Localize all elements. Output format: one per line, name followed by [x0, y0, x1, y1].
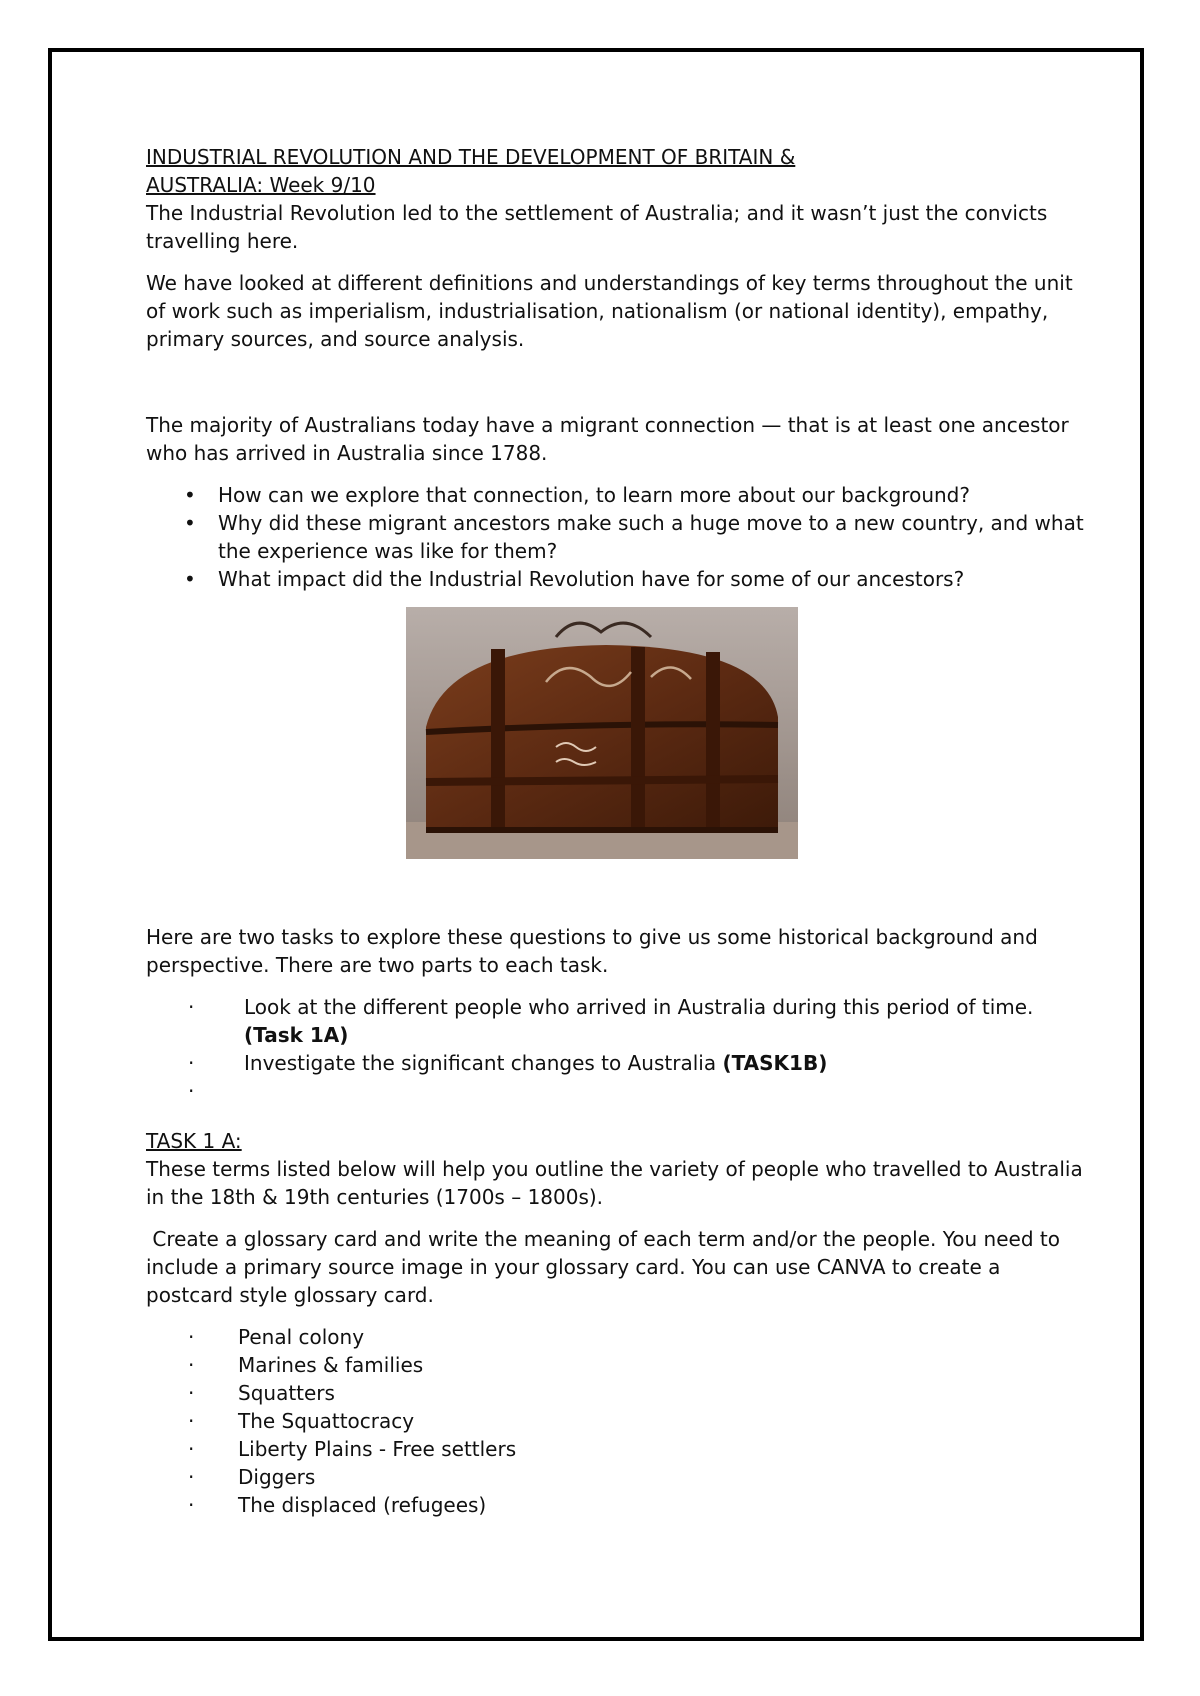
key-terms-paragraph: We have looked at different definitions and understandings of key terms throughout the unit of work such as imperialism, industrialisation, nationalism (or national identity), empathy, primary sources, and source analysis.	[146, 271, 1073, 351]
question-item: • How can we explore that connection, to learn more about our background?	[146, 481, 1086, 509]
term-item: · Liberty Plains - Free settlers	[146, 1435, 1086, 1463]
term-item: · Penal colony	[146, 1323, 1086, 1351]
document-body	[146, 143, 1086, 1519]
migrant-connection-paragraph: The majority of Australians today have a migrant connection — that is at least one ancestor who has arrived in Australia since 1788.	[146, 413, 1069, 465]
task-item	[146, 1077, 1086, 1105]
task-code: (TASK1B)	[722, 1051, 828, 1075]
glossary-instructions-paragraph: Create a glossary card and write the meaning of each term and/or the people. You need to include a primary source image in your glossary card. You can use CANVA to create a postcard style glossary card.	[146, 1227, 1067, 1307]
task-code: (Task 1A)	[244, 1023, 349, 1047]
terms-list	[146, 1323, 1086, 1519]
term-item: · The Squattocracy	[146, 1407, 1086, 1435]
terms-intro-paragraph: These terms listed below will help you outline the variety of people who travelled to Australia in the 18th & 19th centuries (1700s – 1800s).	[146, 1157, 1083, 1209]
question-list	[146, 481, 1086, 593]
task-1a-heading: TASK 1 A:	[146, 1129, 242, 1153]
tasks-intro-paragraph: Here are two tasks to explore these questions to give us some historical background and perspective. There are two parts to each task.	[146, 925, 1038, 977]
question-item: • What impact did the Industrial Revolution have for some of our ancestors?	[146, 565, 1086, 593]
title-line-1: INDUSTRIAL REVOLUTION AND THE DEVELOPMENT OF BRITAIN &	[146, 145, 796, 169]
term-item: · Diggers	[146, 1463, 1086, 1491]
document-title	[146, 143, 1086, 199]
task-list	[146, 993, 1086, 1105]
title-line-2: AUSTRALIA: Week 9/10	[146, 173, 376, 197]
intro-paragraph: The Industrial Revolution led to the settlement of Australia; and it wasn’t just the convicts travelling here.	[146, 201, 1048, 253]
task-item: · Look at the different people who arrived in Australia during this period of time. (Task 1A)	[146, 993, 1086, 1049]
term-item: · Marines & families	[146, 1351, 1086, 1379]
term-item: · The displaced (refugees)	[146, 1491, 1086, 1519]
question-item: • Why did these migrant ancestors make such a huge move to a new country, and what the experience was like for them?	[146, 509, 1086, 565]
trunk-photo	[406, 607, 798, 859]
term-item: · Squatters	[146, 1379, 1086, 1407]
task-item: · Investigate the significant changes to Australia (TASK1B)	[146, 1049, 1086, 1077]
